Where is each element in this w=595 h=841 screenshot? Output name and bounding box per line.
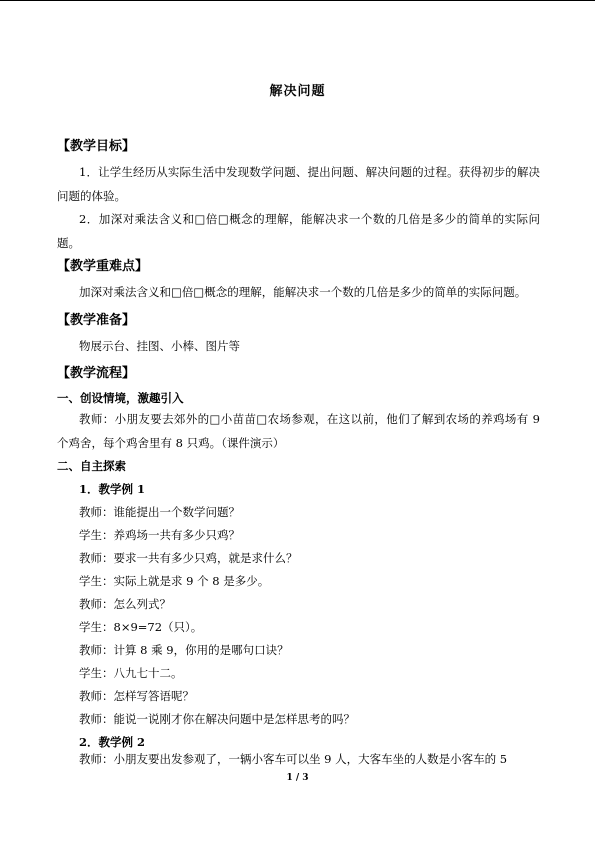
page-title: 解决问题 — [269, 84, 326, 99]
dialog-line: 学生：8×9=72（只）。 — [79, 620, 203, 634]
dialog-line: 教师：要求一共有多少只鸡，就是求什么？ — [79, 551, 298, 565]
example2-title: 2．教学例 2 — [79, 735, 146, 749]
goal-item-2: 2．加深对乘法含义和□倍□概念的理解，能解决求一个数的几倍是多少的简单的实际问题。 — [57, 212, 540, 250]
part1-title: 一、创设情境，激趣引入 — [57, 391, 184, 405]
goal-item-1: 1．让学生经历从实际生活中发现数学问题、提出问题、解决问题的过程。获得初步的解决问题的体验。 — [57, 165, 540, 203]
part1-text: 教师：小朋友要去郊外的□小苗苗□农场参观，在这以前，他们了解到农场的养鸡场有 9 个鸡舍，每个鸡舍里有 8 只鸡。（课件演示） — [57, 412, 540, 450]
page-number: 1 / 3 — [286, 773, 309, 783]
heading-prep: 【教学准备】 — [57, 313, 136, 328]
dialog-line: 学生：养鸡场一共有多少只鸡？ — [79, 528, 240, 542]
dialog-line: 学生：八九七十二。 — [79, 666, 183, 680]
dialog-line: 教师：计算 8 乘 9，你用的是哪句口诀？ — [79, 643, 289, 657]
dialog-line: 教师：怎样写答语呢？ — [79, 689, 194, 703]
dialog-line: 教师：谁能提出一个数学问题？ — [79, 505, 240, 519]
example2-text: 教师：小朋友要出发参观了，一辆小客车可以坐 9 人，大客车坐的人数是小客车的 5 — [79, 752, 508, 766]
heading-goals: 【教学目标】 — [57, 139, 136, 154]
heading-keypoints: 【教学重难点】 — [57, 259, 149, 274]
part2-title: 二、自主探索 — [57, 459, 126, 473]
heading-process: 【教学流程】 — [57, 366, 136, 381]
prep-text: 物展示台、挂图、小棒、图片等 — [79, 339, 240, 353]
dialog-line: 教师：能说一说刚才你在解决问题中是怎样思考的吗？ — [79, 712, 355, 726]
keypoints-text: 加深对乘法含义和□倍□概念的理解，能解决求一个数的几倍是多少的简单的实际问题。 — [79, 285, 527, 299]
example1-title: 1．教学例 1 — [79, 482, 146, 496]
dialog-line: 学生：实际上就是求 9 个 8 是多少。 — [79, 574, 270, 588]
dialog-line: 教师：怎么列式？ — [79, 597, 171, 611]
